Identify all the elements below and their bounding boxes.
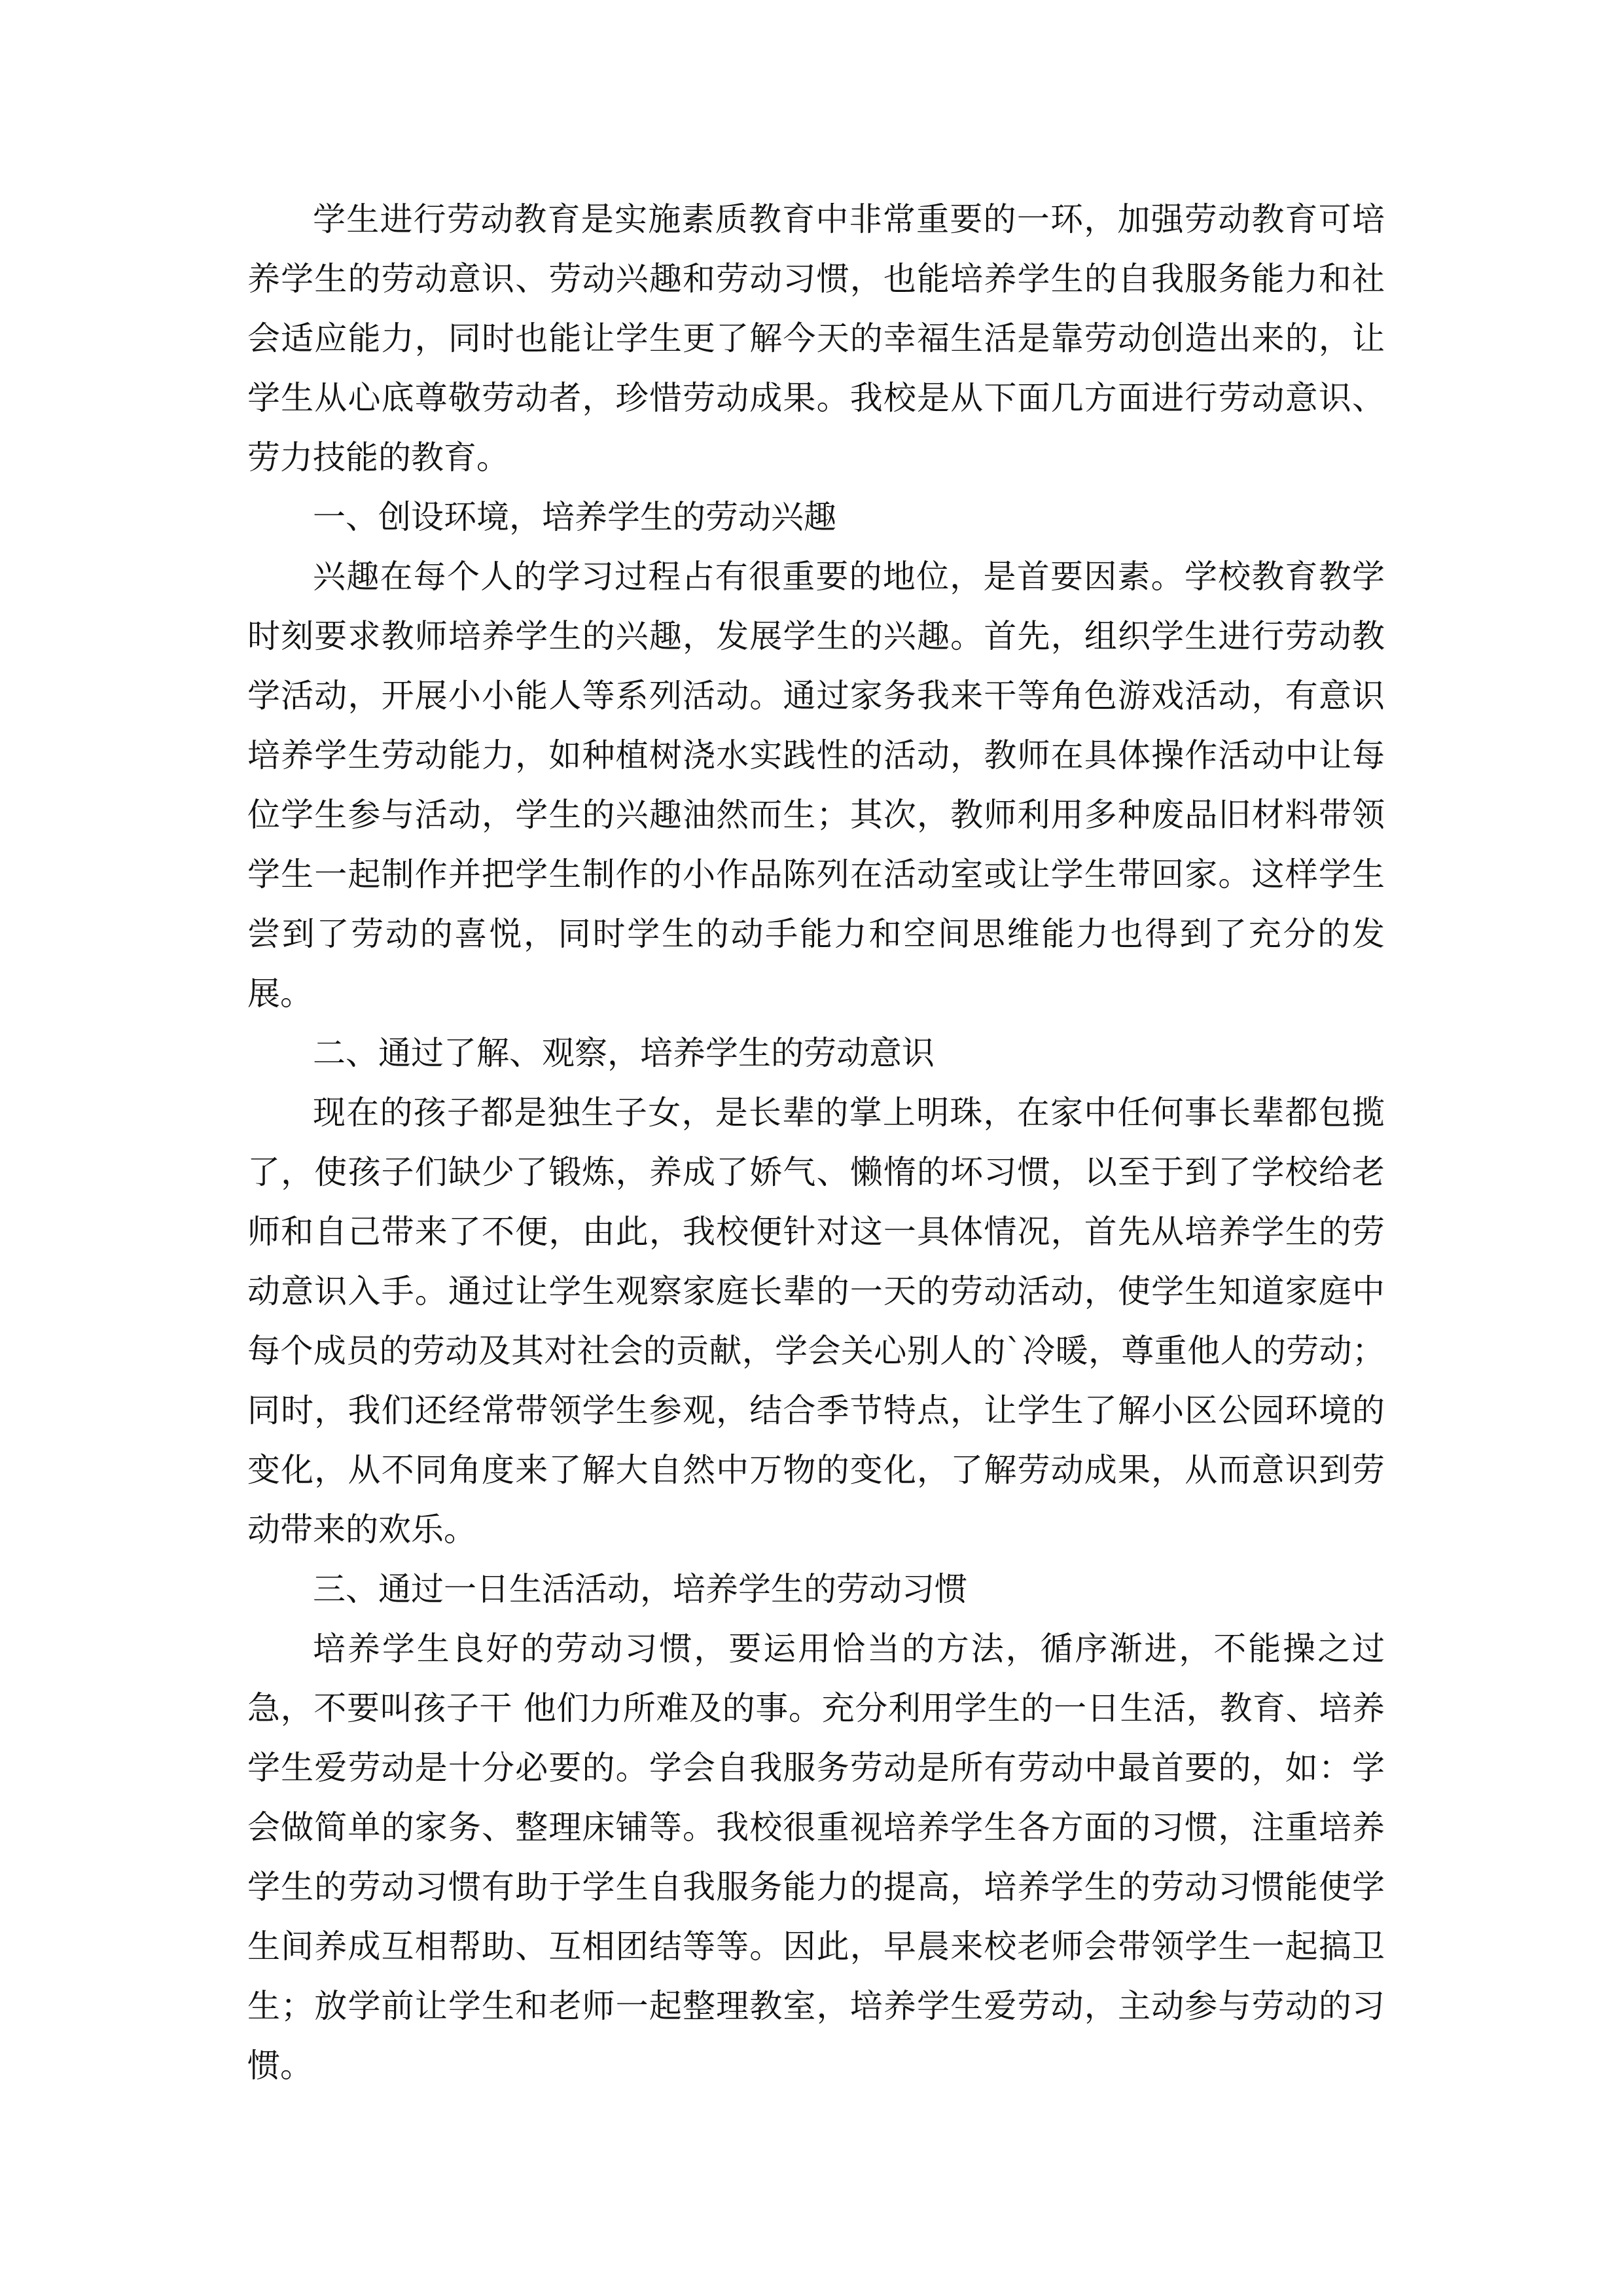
section-paragraph-2: 现在的孩子都是独生子女，是长辈的掌上明珠，在家中任何事长辈都包揽了，使孩子们缺少了锻炼，养成了娇气、懒惰的坏习惯，以至于到了学校给老师和自己带来了不便，由此，我校便针对这一具体情况，首先从培养学生的劳动意识入手。通过让学生观察家庭长辈的一天的劳动活动，使学生知道家庭中每个成员的劳动及其对社会的贡献，学会关心别人的`冷暖，尊重他人的劳动；同时，我们还经常带领学生参观，结合季节特点，让学生了解小区公园环境的变化，从不同角度来了解大自然中万物的变化，了解劳动成果，从而意识到劳动带来的欢乐。 [247, 1094, 1385, 1549]
section-heading-1: 一、创设环境，培养学生的劳动兴趣 [313, 498, 836, 536]
intro-paragraph: 学生进行劳动教育是实施素质教育中非常重要的一环，加强劳动教育可培养学生的劳动意识、劳动兴趣和劳动习惯，也能培养学生的自我服务能力和社会适应能力，同时也能让学生更了解今天的幸福生活是靠劳动创造出来的，让学生从心底尊敬劳动者，珍惜劳动成果。我校是从下面几方面进行劳动意识、劳力技能的教育。 [247, 200, 1385, 476]
section-paragraph-3: 培养学生良好的劳动习惯，要运用恰当的方法，循序渐进，不能操之过急，不要叫孩子干 他们力所难及的事。充分利用学生的一日生活，教育、培养学生爱劳动是十分必要的。学会自我服务劳动是所有劳动中最首要的，如：学会做简单的家务、整理床铺等。我校很重视培养学生各方面的习惯，注重培养学生的劳动习惯有助于学生自我服务能力的提高，培养学生的劳动习惯能使学生间养成互相帮助、互相团结等等。因此，早晨来校老师会带领学生一起搞卫生；放学前让学生和老师一起整理教室，培养学生爱劳动，主动参与劳动的习惯。 [247, 1630, 1385, 2085]
section-heading-3: 三、通过一日生活活动，培养学生的劳动习惯 [313, 1570, 967, 1608]
section-heading-2: 二、通过了解、观察，培养学生的劳动意识 [313, 1034, 935, 1072]
document-body [247, 190, 1385, 2096]
section-paragraph-1: 兴趣在每个人的学习过程占有很重要的地位，是首要因素。学校教育教学时刻要求教师培养学生的兴趣，发展学生的兴趣。首先，组织学生进行劳动教学活动，开展小小能人等系列活动。通过家务我来干等角色游戏活动，有意识培养学生劳动能力，如种植树浇水实践性的活动，教师在具体操作活动中让每位学生参与活动，学生的兴趣油然而生；其次，教师利用多种废品旧材料带领学生一起制作并把学生制作的小作品陈列在活动室或让学生带回家。这样学生尝到了劳动的喜悦，同时学生的动手能力和空间思维能力也得到了充分的发展。 [247, 558, 1385, 1013]
